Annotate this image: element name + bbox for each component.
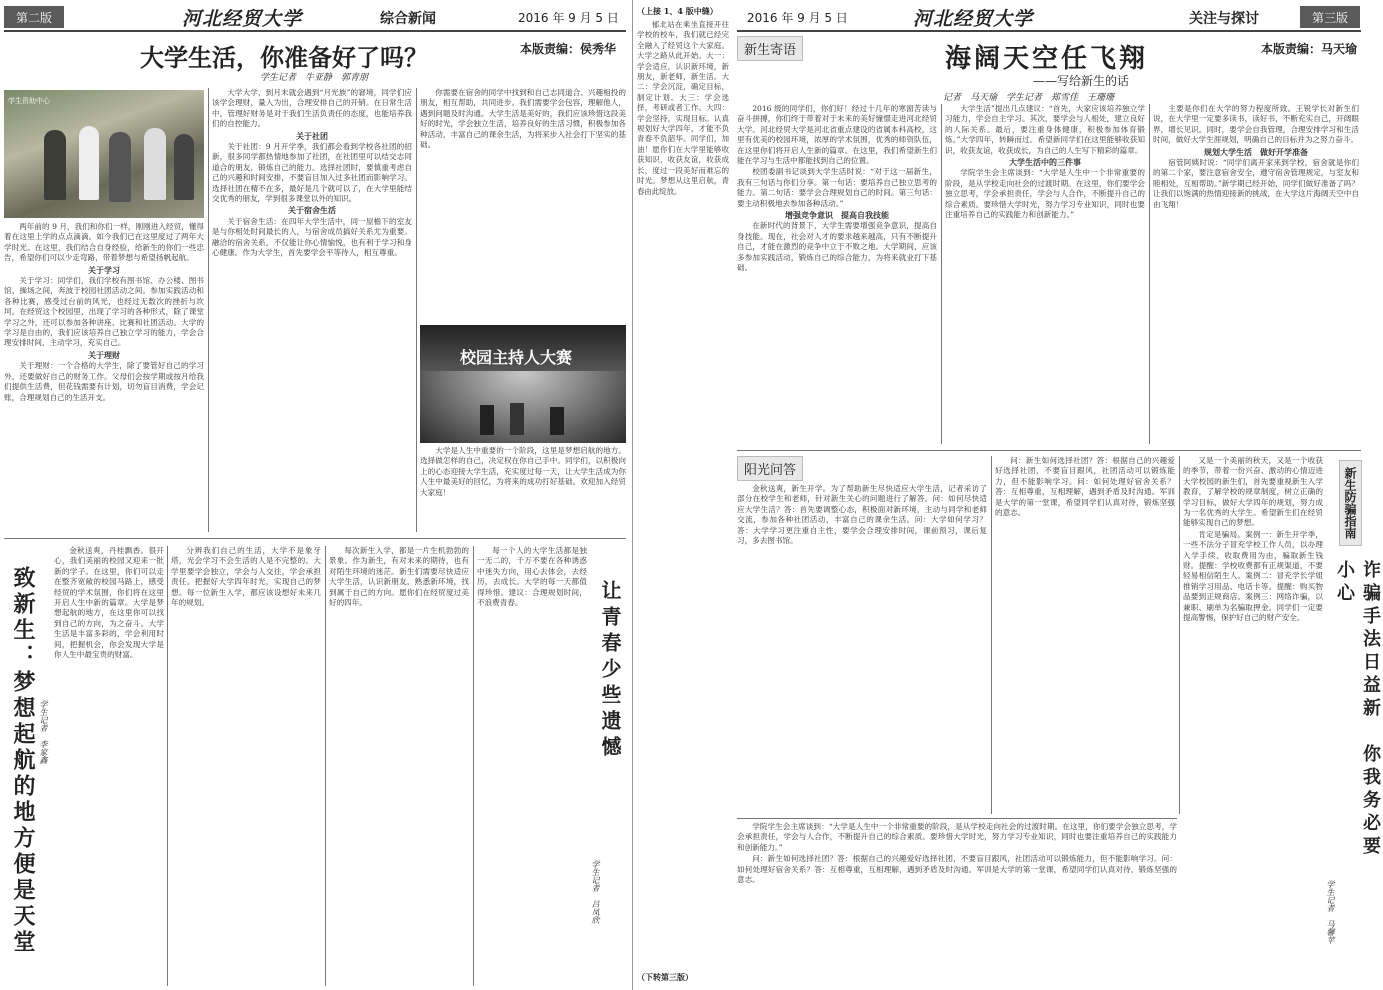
paragraph: 宿管阿姨时说：“同学们离开家来到学校，宿舍就是你们的第二个家，要注意宿舍安全，遵守宿舍管理规定，与室友和睦相处，互相帮助。”新学期已经开始，同学们做好准备了吗？让我们以饱满的热情迎接新的挑战，在大学这片海阔天空中自由飞翔！	[1153, 158, 1359, 209]
group-photo	[4, 90, 204, 218]
continuation-note: （上接 1、4 版中缝）	[637, 6, 718, 16]
issue-date: 2016 年 9 月 5 日	[747, 11, 848, 25]
middle-gutter-column	[632, 0, 735, 990]
article-column-1	[4, 222, 204, 532]
paragraph: 关于宿舍生活：在四年大学生活中，同一屋檐下的室友是与你相处时间最长的人，与宿舍成员搞好关系尤为重要。融洽的宿舍关系，不仅能让你心情愉悦，也有利于学习和身心健康。作为大学生，首先要学会平等待人，相互尊重。	[212, 216, 412, 258]
paragraph: 学院学生会主席谈到：“大学是人生中一个非常重要的阶段，是从学校走向社会的过渡时期。在这里，你们要学会独立思考，学会承担责任，学会与人合作，不断提升自己的综合素质。要珍惜大学时光，努力学习专业知识，同时也要注重培养自己的实践能力和创新能力。”	[737, 822, 1177, 852]
paragraph: 又是一个美丽的秋天，又是一个收获的季节，带着一份兴奋、激动的心情迈进大学校园的新生们，首先要重视新生入学教育，了解学校的规章制度，树立正确的学习目标，做好大学四年的规划，努力成为一名优秀的大学生。希望新生们在经贸能够实现自己的梦想。	[1183, 456, 1323, 528]
masthead-logo: 河北经贸大学	[182, 8, 303, 30]
header-rule	[737, 30, 1361, 32]
paragraph: 分辨我们自己的生活，大学不是象牙塔，光会学习不会生活的人是不完整的。大学里要学会独立，学会与人交往，学会承担责任。把握好大学四年时光，实现自己的梦想。每一位新生入学，都应该设想好未来几年的规划。	[171, 546, 321, 608]
paragraph: 大学是人生中重要的一个阶段，这里是梦想启航的地方。选择做怎样的自己，决定权在你自己手中。同学们，以积极向上的心态迎接大学生活，充实度过每一天，让大学生活成为你人生中最美好的回忆，为将来的成功打好基础。欢迎加入经贸大家庭！	[420, 446, 626, 497]
section-rule	[737, 818, 1177, 819]
column-divider	[941, 104, 942, 444]
header-rule	[4, 30, 626, 32]
qa-column-1	[737, 484, 987, 814]
paragraph: 肯定是骗局。案例一：新生开学季，一些不法分子冒充学校工作人员，以办理入学手续、收取费用为由，骗取新生钱财。提醒：学校收费都有正规渠道，不要轻易相信陌生人。案例二：冒充学长学姐推销学习用品、电话卡等。提醒：购买物品要到正规商店。案例三：网络诈骗，以兼职、刷单为名骗取押金。同学们一定要提高警惕，保护好自己的财产安全。	[1183, 529, 1323, 623]
paragraph: 大学大学，到月末就会遇到“月光族”的窘境，同学们应该学会理财，量入为出，合理安排自己的开销。在日常生活中，管理好财务是对于我们生活负责任的态度，也能培养我们的自控能力。	[212, 88, 412, 129]
paragraph: 金秋送爽，新生开学。为了帮助新生尽快适应大学生活，记者采访了部分在校学生和老师，针对新生关心的问题进行了解答。问：如何尽快适应大学生活？答：首先要调整心态，积极面对新环境，主动与同学和老师交流，参加各种社团活动，丰富自己的课余生活。问：大学如何学习？答：大学学习更注重自主性，要学会合理安排时间，课前预习，课后复习，多去图书馆。	[737, 484, 987, 546]
byline: 学生记者 牛亚静 郭青朋	[260, 73, 369, 83]
section-tag-new-students: 新生寄语	[737, 36, 803, 61]
column-divider	[991, 456, 992, 814]
section-tag-anti-fraud: 新生防骗指南	[1339, 460, 1362, 546]
column-divider	[473, 546, 474, 986]
column-divider	[1179, 456, 1180, 814]
section-rule	[737, 450, 1361, 451]
subhead-clubs: 关于社团	[296, 130, 328, 141]
editor-credit: 本版责编：侯秀华	[520, 42, 617, 56]
paragraph: 校团委副书记谈到大学生活时说：“对于这一届新生，我有三句话与你们分享。第一句话：要培养自己独立思考的能力。第二句话：要学会合理规划自己的时间。第三句话：要主动积极地去参加各种活动。”	[737, 167, 937, 208]
paragraph: 每一个人的大学生活都是独一无二的，千万不要在各种诱惑中迷失方向，用心去体会，去经历，去成长。大学的每一天都值得珍惜。建议：合理规划时间，不浪费青春。	[477, 546, 587, 608]
page-number-tab: 第二版	[4, 6, 64, 28]
subhead-finance: 关于理财	[88, 349, 120, 360]
article-column-2	[212, 88, 412, 532]
masthead-logo: 河北经贸大学	[913, 8, 1034, 30]
byline: 记者 马天瑜 学生记者 郑雪佳 王珊珊	[943, 93, 1115, 103]
bottom-column-1	[54, 546, 164, 986]
paragraph: 关于学习：同学们，我们学校有图书馆、办公楼、图书馆、操场之间，奔波于校园社团活动之间。参加实践活动和各种比赛，感受过台前的风光，也经过无数次的挫折与坎坷。在经贸这个校园里，出现了学习的各种形式，除了课堂学习之外，还可以参加各种讲座、比赛和社团活动。大学的学习是自由的，我们应该培养自己独立学习的能力，学会合理安排时间，主动学习，充实自己。	[4, 276, 204, 348]
fraud-article-byline: 学生记者 马馨苹	[1326, 880, 1335, 944]
article-column-3b	[420, 446, 626, 532]
bottom-article-byline: 学生记者 李家鑫	[39, 700, 48, 764]
fraud-column	[1183, 456, 1323, 986]
side-article-byline: 学生记者 吕凤欣	[591, 860, 600, 924]
paragraph: 问：新生如何选择社团？答：根据自己的兴趣爱好选择社团，不要盲目跟风，社团活动可以锻炼能力，但不能影响学习。问：如何处理好宿舍关系？答：互相尊重，互相理解，遇到矛盾及时沟通。军训是大学的第一堂课，希望同学们认真对待，锻炼坚强的意志。	[737, 854, 1177, 885]
qa-column-2	[995, 456, 1175, 814]
column-divider	[325, 546, 326, 986]
subhead-competition: 增强竞争意识 提高自我技能	[785, 210, 889, 221]
bottom-column-2	[171, 546, 321, 986]
bottom-column-4	[477, 546, 587, 986]
article-column-1	[737, 104, 937, 444]
subhead-study: 关于学习	[88, 264, 120, 275]
subhead-three-things: 大学生活中的三件事	[1009, 157, 1081, 168]
column-divider	[208, 88, 209, 532]
column-divider	[167, 546, 168, 986]
paragraph: 你需要在宿舍的同学中找到和自己志同道合、兴趣相投的朋友，相互帮助，共同进步。我们需要学会包容，理解他人，遇到问题及时沟通。大学生活是美好的，我们应该珍惜这段美好的时光，学会独立生活，培养良好的生活习惯，积极参加各种活动，丰富自己的课余生活，为将来步入社会打下坚实的基础。	[420, 88, 626, 150]
subheadline: ——写给新生的话	[1033, 74, 1130, 88]
article-column-3	[1153, 104, 1359, 444]
paragraph: 学院学生会主席谈到：“大学是人生中一个非常重要的阶段，是从学校走向社会的过渡时期。在这里，你们要学会独立思考，学会承担责任，学会与人合作，不断提升自己的综合素质。要珍惜大学时光，努力学习专业知识，同时也要注重培养自己的实践能力和创新能力。”	[945, 168, 1145, 220]
paragraph: 两年前的 9 月，我们和你们一样，刚刚进入经贸，懂得着在这里上学的点点滴滴。如今我们已在这里度过了两年大学时光。在这里，我们结合自身经验，给新生的你们一些忠告，希望你们可以少走弯路，带着梦想与希望扬帆起航。	[4, 222, 204, 263]
left-page	[0, 0, 632, 990]
paragraph: 在新时代的背景下，大学生需要增强竞争意识，提高自身技能。现在，社会对人才的要求越来越高，只有不断提升自己，才能在激烈的竞争中立于不败之地。大学期间，应该多参加实践活动，锻炼自己的综合能力，为将来就业打下基础。	[737, 221, 937, 273]
fraud-article-title: 诈骗手法日益新 你我务必要小心	[1334, 560, 1381, 859]
paragraph: 郁北站在乘坐直接开往学校的校车，我们就已经完全融入了经贸这个大家庭。大学之路从此开始。大一：学会适应，认识新环境，新朋友，新老师，新生活。大二：学会沉淀，确定目标，制定计划。大三：学会选择，考研或者工作。大四：学会坚持，实现目标。认真规划好大学四年，才能不负青春不负韶华。同学们，加油！愿你们在大学里能够收获知识，收获友谊，收获成长，度过一段美好而难忘的时光。梦想从这里启航，青春由此绽放。	[637, 20, 729, 196]
column-divider	[416, 88, 417, 532]
continuation-note-bottom: （下转第三版）	[637, 972, 693, 982]
stage-banner-text: 校园主持人大赛	[460, 348, 573, 367]
column-divider	[1149, 104, 1150, 444]
bottom-article-title: 致新生：梦想起航的地方便是天堂	[10, 566, 36, 956]
stage-photo	[420, 325, 626, 443]
headline: 大学生活，你准备好了吗？	[140, 43, 428, 72]
paragraph: 每次新生入学，都是一片生机勃勃的景象。作为新生，有对未来的期待，也有对陌生环境的迷茫。新生们需要尽快适应大学生活，认识新朋友，熟悉新环境，找到属于自己的方向。愿你们在经贸度过美好的四年。	[329, 546, 469, 608]
side-article-title: 让青春少些遗憾	[598, 580, 622, 762]
photo-caption: 学生资助中心	[8, 97, 50, 105]
section-title: 综合新闻	[380, 11, 436, 27]
subhead-planning: 规划大学生活 做好开学准备	[1204, 146, 1308, 157]
subhead-dorm: 关于宿舍生活	[288, 205, 336, 216]
paragraph: 关于理财：一个合格的大学生，除了要管好自己的学习外，还要做好自己的财务工作。父母们会按学期或按月给我们提供生活费，但花钱需要有计划，切勿盲目消费，学会记账，合理规划自己的生活开支。	[4, 361, 204, 402]
section-title: 关注与探讨	[1189, 11, 1259, 27]
article-column-2	[945, 104, 1145, 444]
paragraph: 2016 级的同学们，你们好！经过十几年的寒窗苦读与奋斗拼搏，你们终于带着对于未来的美好憧憬走进河北经贸大学。河北经贸大学是河北省重点建设的省属本科高校，这里有优美的校园环境，浓厚的学术氛围，优秀的师资队伍，在这里你们将开启人生新的篇章。在这里，我们希望新生们能在学习与生活中都能找到自己的位置。	[737, 104, 937, 166]
paragraph: 关于社团：9 月开学季，我们都会看到学校各社团的招新，很多同学都热情地参加了社团，在社团里可以结交志同道合的朋友，锻炼自己的能力。选择社团时，要慎重考虑自己的兴趣和时间安排，不要盲目加入过多社团而影响学习。选择社团在精不在多，最好是几个就可以了，在大学里能结交优秀的朋友，学到很多课堂以外的知识。	[212, 142, 412, 204]
paragraph: 大学生活”提出几点建议：“首先，大家应该培养独立学习能力，学会自主学习。其次，要学会与人相处，建立良好的人际关系。最后，要注重身体健康，积极参加体育锻炼。”大学四年，转瞬而过。希望新同学们在这里能够收获知识，收获友谊，收获成长，为自己的人生写下精彩的篇章。	[945, 104, 1145, 155]
section-tag-qa: 阳光问答	[737, 456, 803, 481]
bottom-column-3	[329, 546, 469, 986]
right-page	[733, 0, 1381, 990]
issue-date: 2016 年 9 月 5 日	[518, 11, 619, 25]
page-number-tab: 第三版	[1300, 6, 1360, 28]
article-column-3	[420, 88, 626, 323]
paragraph: 主要是你们在大学的努力程度所致。王锐学长对新生们说，在大学里一定要多读书，读好书，不断充实自己，开阔眼界，增长见识。同时，要学会自我管理，合理安排学习和生活时间，做好大学生涯规划，明确自己的目标并为之努力奋斗。	[1153, 104, 1359, 145]
gutter-text	[637, 20, 729, 960]
paragraph: 金秋送爽，丹桂飘香。很开心，我们美丽的校园又迎来一批新的学子。在这里，你们可以走在整齐宽敞的校园马路上，感受经贸的学术氛围，你们将在这里开启人生中新的篇章。大学是梦想起航的地方，在这里你可以找到自己的方向，为之奋斗。大学生活是丰富多彩的，学会利用时间，把握机会，你会发现大学是你人生中最宝贵的财富。	[54, 546, 164, 660]
paragraph: 问：新生如何选择社团？答：根据自己的兴趣爱好选择社团，不要盲目跟风，社团活动可以锻炼能力，但不能影响学习。问：如何处理好宿舍关系？答：互相尊重，互相理解，遇到矛盾及时沟通。军训是大学的第一堂课，希望同学们认真对待，锻炼坚强的意志。	[995, 456, 1175, 518]
editor-credit: 本版责编：马天瑜	[1261, 42, 1358, 56]
section-rule	[4, 538, 626, 539]
bottom-continuation	[737, 822, 1177, 986]
headline: 海阔天空任飞翔	[945, 44, 1149, 74]
